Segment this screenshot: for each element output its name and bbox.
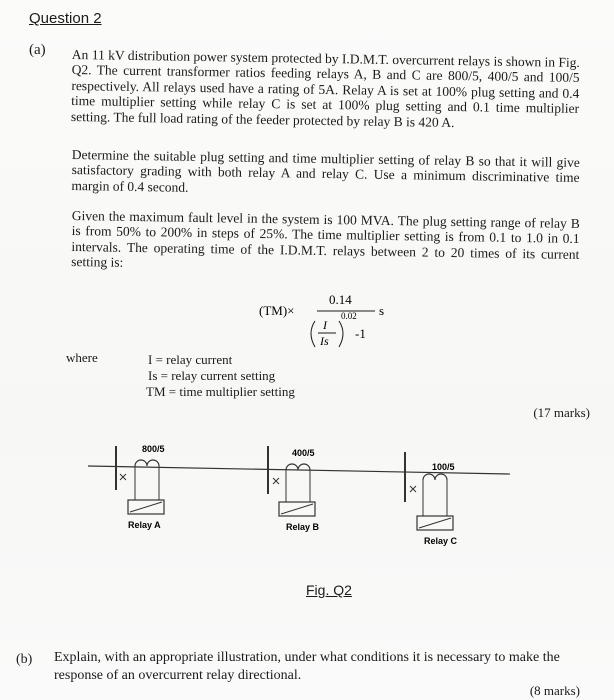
part-a-paragraph-1: An 11 kV distribution power system protected by I.D.M.T. overcurrent relays is shown in Fig. Q2. The current transformer ratios feeding relays A, B and C are 800/5, 400/5 and 100/5 respectively. All relays used have a rating of 5A. Relay A is set at 100% plug setting and 0.4 time multiplier setting while relay C is set at 100% plug setting and 0.1 time multiplier setting. The full load rating of the feeder protected by relay B is 420 A.	[70, 47, 580, 130]
ct-coil-c	[423, 474, 447, 480]
formula-minus-one: -1	[355, 326, 366, 341]
relay-b-diagonal	[281, 504, 313, 514]
ct-coil-a	[135, 460, 159, 466]
formula-i: I	[323, 318, 327, 332]
circuit-diagram	[80, 440, 530, 560]
part-a-paragraph-3: Given the maximum fault level in the system is 100 MVA. The plug setting range of relay B is from 50% to 200% in steps of 25%. The time multiplier setting is from 0.1 to 1.0 in 0.1 intervals. The operating time of the I.D.M.T. relays between 2 to 20 times of its current setting is:	[71, 208, 580, 271]
relay-label-c: Relay C	[424, 536, 458, 546]
right-paren	[339, 321, 343, 347]
relay-a-diagonal	[130, 502, 162, 512]
question-title: Question 2	[29, 10, 102, 27]
fig-q2-diagram	[80, 440, 530, 560]
formula-unit: s	[379, 303, 385, 318]
breaker-a-icon	[120, 474, 126, 480]
definition-current-setting: Is = relay current setting	[148, 368, 276, 383]
ct-ratio-c: 100/5	[432, 462, 455, 472]
breaker-b-icon	[273, 478, 279, 484]
part-a-label: (a)	[29, 42, 46, 58]
part-b-label: (b)	[16, 652, 33, 667]
relay-label-b: Relay B	[286, 522, 320, 532]
relay-c-diagonal	[419, 518, 451, 528]
definition-relay-current: I = relay current	[148, 352, 233, 367]
part-a-marks: (17 marks)	[533, 405, 590, 420]
definitions-list	[146, 352, 295, 400]
ct-ratio-b: 400/5	[292, 448, 315, 458]
part-a-paragraph-2: Determine the suitable plug setting and time multiplier setting of relay B so that it will give satisfactory grading with both relay A and relay C. Use a minimum discriminative time margin of 0.4 second.	[71, 147, 580, 195]
where-label: where	[66, 350, 98, 365]
figure-caption: Fig. Q2	[306, 582, 352, 598]
breaker-c-icon	[410, 486, 416, 492]
part-b-marks: (8 marks)	[529, 683, 580, 698]
formula-exponent: 0.02	[341, 311, 357, 321]
ct-coil-b	[286, 464, 310, 470]
formula-graphic	[255, 289, 425, 355]
relay-label-a: Relay A	[128, 520, 161, 530]
part-b-question: Explain, with an appropriate illustration, under what conditions it is necessary to make the response of an overcurrent relay directional.	[54, 650, 560, 683]
left-paren	[311, 321, 315, 347]
definition-time-multiplier: TM = time multiplier setting	[146, 384, 295, 399]
formula-is: Is	[320, 334, 329, 348]
formula-prefix: (TM)×	[259, 303, 295, 318]
ct-ratio-a: 800/5	[142, 444, 165, 454]
idmt-formula	[255, 289, 425, 355]
formula-numerator: 0.14	[329, 292, 352, 307]
